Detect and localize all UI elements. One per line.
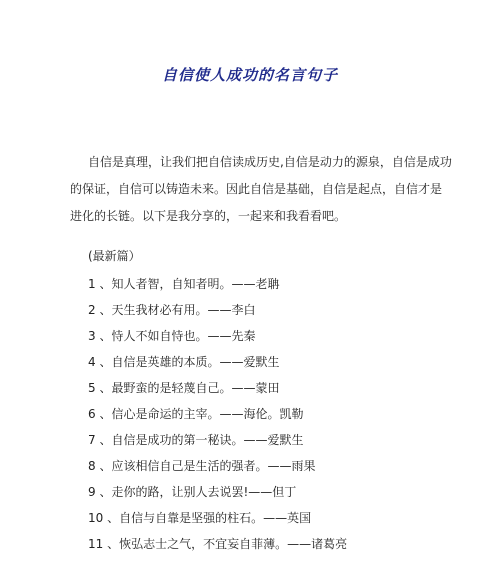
intro-paragraph [70, 149, 452, 230]
intro-line: 自信是真理，让我们把自信读成历史,自信是动力的源泉，自信是成功 [88, 155, 452, 169]
quote-item: 2 、天生我材必有用。——李白 [88, 303, 256, 317]
quote-item: 8 、应该相信自己是生活的强者。——雨果 [88, 459, 316, 473]
quote-item: 3 、恃人不如自恃也。——先秦 [88, 329, 256, 343]
quote-list [88, 274, 347, 560]
intro-line: 的保证，自信可以铸造未来。因此自信是基础，自信是起点，自信才是 [70, 182, 443, 196]
document-title: 自信使人成功的名言句子 [161, 66, 338, 84]
quote-item: 1 、知人者智，自知者明。——老聃 [88, 277, 280, 291]
quote-item: 10 、自信与自靠是坚强的柱石。——英国 [88, 511, 312, 525]
intro-line: 进化的长链。以下是我分享的，一起来和我看看吧。 [70, 209, 347, 223]
quote-item: 6 、信心是命运的主宰。——海伦。凯勒 [88, 407, 304, 421]
quote-item: 9 、走你的路，让别人去说罢!——但丁 [88, 485, 297, 499]
section-heading: (最新篇） [88, 249, 141, 263]
quote-item: 11 、恢弘志士之气，不宜妄自菲薄。——诸葛亮 [88, 537, 348, 551]
quote-item: 4 、自信是英雄的本质。——爱默生 [88, 355, 280, 369]
quote-item: 5 、最野蛮的是轻蔑自己。——蒙田 [88, 381, 280, 395]
quote-item: 7 、自信是成功的第一秘诀。——爱默生 [88, 433, 304, 447]
